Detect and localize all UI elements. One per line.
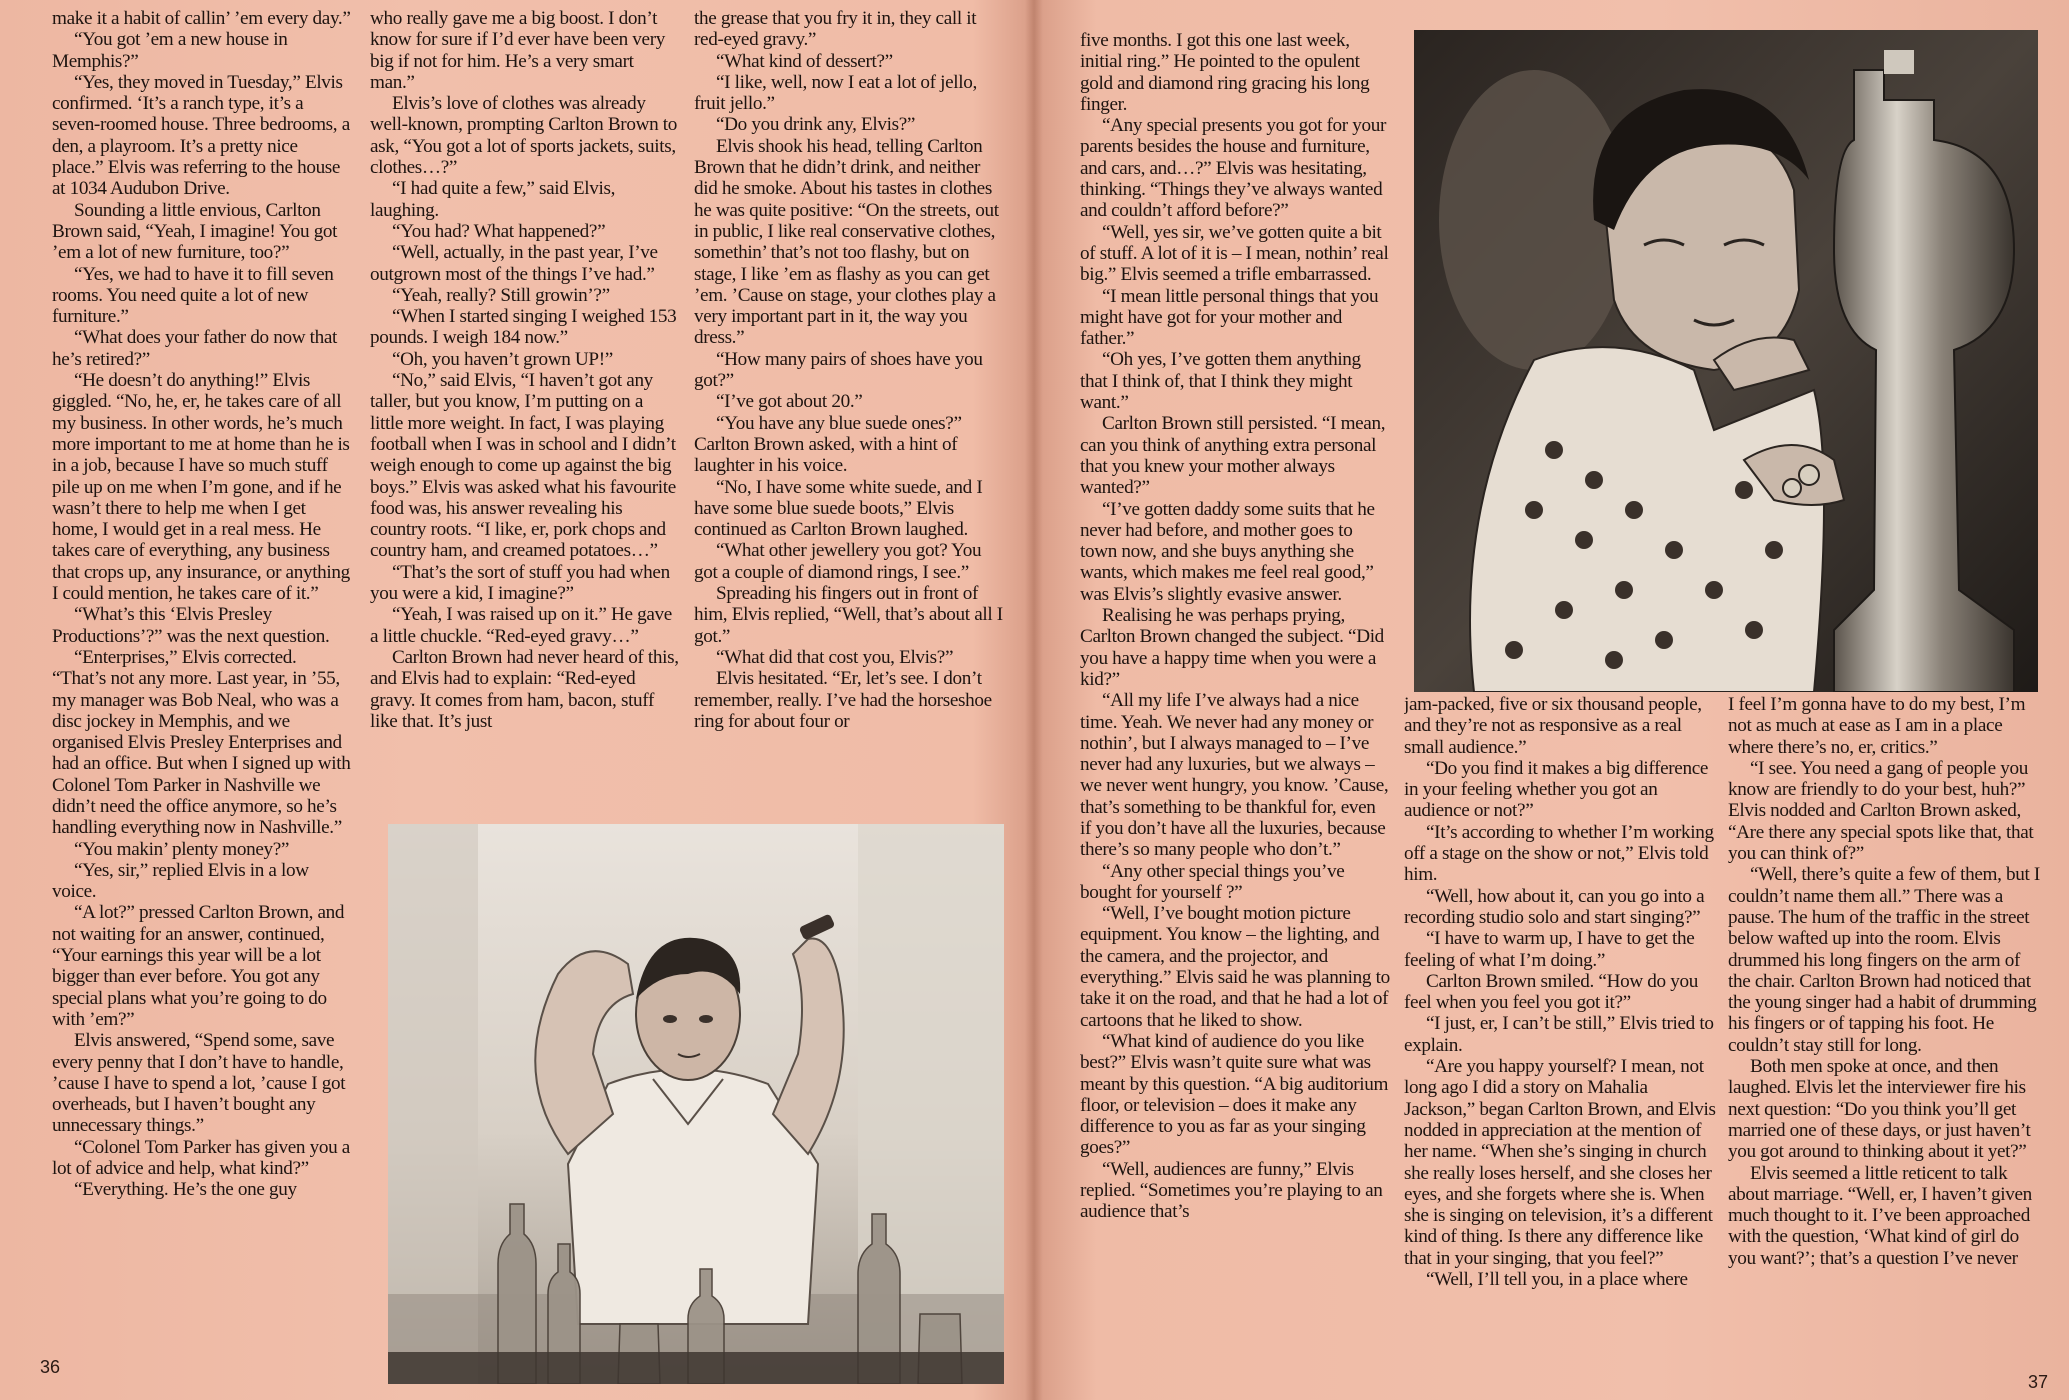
paragraph: Elvis hesitated. “Er, let’s see. I don’t remember, really. I’ve had the horseshoe ring for about four or [694,668,992,732]
paragraph: “You had? What happened?” [392,220,606,242]
paragraph: “What other jewellery you got? You got a couple of diamond rings, I see.” [694,540,982,583]
paragraph: five months. I got this one last week, initial ring.” He pointed to the opulent gold and diamond ring gracing his long finger. [1080,30,1370,115]
paragraph: Both men spoke at once, and then laughed. Elvis let the interviewer fire his next question: “Do you think you’ll get married one of these days, or just haven’t you got around to thinking about it yet?” [1728,1056,2031,1163]
text-column-1 [52,8,352,1338]
paragraph: “That’s the sort of stuff you had when you were a kid, I imagine?” [370,561,670,605]
paragraph: “Enterprises,” Elvis corrected. “That’s not any more. Last year, in ’55, my manager was Bob Neal, who was a disc jockey in Memphis, and we organised Elvis Presley Enterprises and had an office. But when I signed up with Colonel Tom Parker in Nashville we didn’t need the office anymore, so he’s handling everything now in Nashville.” [52,646,351,839]
paragraph: “Do you drink any, Elvis?” [716,114,916,136]
paragraph: “I see. You need a gang of people you know are friendly to do your best, huh?” Elvis nodded and Carlton Brown asked, “Are there any special spots like that, that you can think of?” [1728,757,2034,865]
paragraph: “A lot?” pressed Carlton Brown, and not waiting for an answer, continued, “Your earnings this year will be a lot bigger than ever before. You got any special plans what you’re going to do with ’em?” [52,902,345,1030]
young-elvis-combing-hair-photo [388,824,1004,1384]
paragraph: “When I started singing I weighed 153 pounds. I weigh 184 now.” [370,306,677,349]
paragraph: Carlton Brown smiled. “How do you feel when you feel you got it?” [1404,970,1698,1014]
paragraph: “It’s according to whether I’m working off a stage on the show or not,” Elvis told him. [1404,821,1714,886]
paragraph: “Are you happy yourself? I mean, not long ago I did a story on Mahalia Jackson,” began Carlton Brown, and Elvis nodded in appreciation at the mention of her name. “When she’s singing in church she really loses herself, and she closes her eyes, and she forgets where she is. When she is singing on television, it’s a different kind of thing. Is there any difference like that in your singing, that you feel?” [1404,1056,1716,1269]
text-column-3 [694,8,1004,820]
paragraph: “Oh yes, I’ve gotten them anything that I think of, that I think they might want.” [1080,349,1361,414]
text-column-5 [1404,694,1718,1384]
text-column-4 [1080,30,1390,1380]
elvis-with-trophy-photo [1414,30,2038,692]
right-page [1040,0,2069,1400]
paragraph: “You makin’ plenty money?” [74,838,290,860]
paragraph: who really gave me a big boost. I don’t know for sure if I’d ever have been very big if not for him. He’s a very smart man.” [370,8,665,93]
paragraph: “Oh, you haven’t grown UP!” [392,348,613,370]
paragraph: “Do you find it makes a big difference in your feeling whether you got an audience or not?” [1404,757,1709,822]
paragraph: “Well, I’ll tell you, in a place where [1426,1269,1688,1291]
paragraph: “I’ve got about 20.” [716,391,863,413]
paragraph: “What did that cost you, Elvis?” [716,646,954,668]
page-number-left: 36 [40,1357,61,1377]
paragraph: “I’ve gotten daddy some suits that he never had before, and mother goes to town now, and she buys anything she wants, which makes me feel real good,” was Elvis’s slightly evasive answer. [1080,498,1375,605]
paragraph: “Yeah, really? Still growin’?” [392,284,610,306]
paragraph: “What kind of audience do you like best?” Elvis wasn’t quite sure what was meant by this question. “A big auditorium floor, or television – does it make any difference to you as far as your singing goes?” [1080,1030,1389,1159]
paragraph: “Well, audiences are funny,” Elvis replied. “Sometimes you’re playing to an audience that’s [1080,1158,1383,1223]
paragraph: “What does your father do now that he’s retired?” [52,327,338,370]
paragraph: “No,” said Elvis, “I haven’t got any taller, but you know, I’m putting on a little more weight. In fact, I was playing football when I was in school and I didn’t weigh enough to come up against the big boys.” Elvis was asked what his favourite food was, his answer revealing his country roots. “I like, er, pork chops and country ham, and creamed potatoes…” [370,370,676,562]
paragraph: Spreading his fingers out in front of him, Elvis replied, “Well, that’s about all I got.” [694,583,1003,647]
paragraph: “Well, there’s quite a few of them, but I couldn’t name them all.” There was a pause. The hum of the traffic in the street below wafted up into the room. Elvis drummed his long fingers on the arm of the chair. Carlton Brown had noticed that the young singer had a habit of drumming his fingers or of tapping his foot. He couldn’t stay still for long. [1728,864,2040,1056]
paragraph: “I have to warm up, I have to get the feeling of what I’m doing.” [1404,928,1695,971]
paragraph: “Well, actually, in the past year, I’ve outgrown most of the things I’ve had.” [370,242,658,285]
paragraph: “All my life I’ve always had a nice time. Yeah. We never had any money or nothin’, but I always managed to – I’ve never had any luxuries, but we always – we never went hungry, you know. ’Cause, that’s something to be thankful for, even if you don’t have all the luxuries, because there’s so many people who don’t.” [1080,690,1389,861]
left-page [0,0,1030,1400]
paragraph: “You got ’em a new house in Memphis?” [52,29,288,72]
paragraph: “Yeah, I was raised up on it.” He gave a little chuckle. “Red-eyed gravy…” [370,604,672,647]
paragraph: “Yes, we had to have it to fill seven rooms. You need quite a lot of new furniture.” [52,263,334,328]
paragraph: “No, I have some white suede, and I have some blue suede boots,” Elvis continued as Carlton Brown laughed. [694,476,983,541]
text-column-6 [1728,694,2044,1384]
paragraph: “Any special presents you got for your parents besides the house and furniture, and cars, and…?” Elvis was hesitating, thinking. “Things they’ve always wanted and couldn’t afford before?” [1080,115,1387,222]
paragraph: Carlton Brown had never heard of this, and Elvis had to explain: “Red-eyed gravy. It comes from ham, bacon, stuff like that. It’s just [370,646,679,732]
paragraph: make it a habit of callin’ ’em every day.” [52,8,351,29]
paragraph: jam-packed, five or six thousand people, and they’re not as responsive as a real small audience.” [1404,694,1702,758]
paragraph: “Yes, they moved in Tuesday,” Elvis confirmed. ‘It’s a ranch type, it’s a seven-roomed house. Three bedrooms, a den, a playroom. It’s a pretty nice place.” Elvis was referring to the house at 1034 Audubon Drive. [52,71,350,200]
paragraph: “I like, well, now I eat a lot of jello, fruit jello.” [694,71,977,115]
paragraph: Elvis’s love of clothes was already well-known, prompting Carlton Brown to ask, “You got a lot of sports jackets, suits, clothes…?” [370,93,677,179]
paragraph: Carlton Brown still persisted. “I mean, can you think of anything extra personal that you knew your mother always wanted?” [1080,413,1386,499]
paragraph: Sounding a little envious, Carlton Brown said, “Yeah, I imagine! You got ’em a lot of new furniture, too?” [52,199,338,264]
paragraph: “Well, I’ve bought motion picture equipment. You know – the lighting, and the camera, and the projector, and everything.” Elvis said he was planning to take it on the road, and that he had a lot of cartoons that he liked to show. [1080,903,1390,1031]
paragraph: “I just, er, I can’t be still,” Elvis tried to explain. [1404,1013,1714,1056]
paragraph: “You have any blue suede ones?” Carlton Brown asked, with a hint of laughter in his voice. [694,412,962,477]
paragraph: “What kind of dessert?” [716,50,893,72]
paragraph: “Well, how about it, can you go into a recording studio solo and start singing?” [1404,885,1705,928]
paragraph: “How many pairs of shoes have you got?” [694,348,983,392]
paragraph: “Colonel Tom Parker has given you a lot of advice and help, what kind?” [52,1136,350,1180]
page-number-right: 37 [2028,1372,2049,1392]
paragraph: the grease that you fry it in, they call it red-eyed gravy.” [694,8,977,51]
paragraph: “I had quite a few,” said Elvis, laughing. [370,178,616,221]
paragraph: I feel I’m gonna have to do my best, I’m not as much at ease as I am in a place where there’s no, er, critics.” [1728,694,2026,758]
paragraph: “Any other special things you’ve bought for yourself ?” [1080,860,1345,903]
paragraph: “Well, yes sir, we’ve gotten quite a bit of stuff. A lot of it is – I mean, nothin’ real big.” Elvis seemed a trifle embarrassed. [1080,221,1389,286]
paragraph: Elvis seemed a little reticent to talk about marriage. “Well, er, I haven’t given much thought to it. I’ve been approached with the question, ‘What kind of girl do you want?’; that’s a question I’ve never [1728,1162,2032,1269]
paragraph: “What’s this ‘Elvis Presley Productions’?” was the next question. [52,604,330,647]
paragraph: Realising he was perhaps prying, Carlton Brown changed the subject. “Did you have a happy time when you were a kid?” [1080,605,1384,690]
paragraph: “I mean little personal things that you might have got for your mother and father.” [1080,285,1379,350]
paragraph: “Everything. He’s the one guy [74,1179,297,1201]
text-column-2 [370,8,680,820]
paragraph: Elvis shook his head, telling Carlton Brown that he didn’t drink, and neither did he smoke. About his tastes in clothes he was quite positive: “On the streets, out in public, I like real conservative clothes, somethin’ that’s not too flashy, but on stage, I like ’em as flashy as you can get ’em. ’Cause on stage, your clothes play a very important part in it, the way you dress.” [694,135,999,349]
paragraph: “Yes, sir,” replied Elvis in a low voice. [52,859,309,903]
paragraph: “He doesn’t do anything!” Elvis giggled. “No, he, er, he takes care of all my business. In other words, he’s much more important to me at home than he is in a job, because I have so much stuff pile up on me when I’m gone, and if he wasn’t there to help me when I get home, I would get in a real mess. He takes care of everything, any business that crops up, any insurance, or anything I could mention, he takes care of it.” [52,370,350,605]
paragraph: Elvis answered, “Spend some, save every penny that I don’t have to handle, ’cause I have to spend a lot, ’cause I got overheads, but I haven’t bought any unnecessary things.” [52,1030,346,1137]
